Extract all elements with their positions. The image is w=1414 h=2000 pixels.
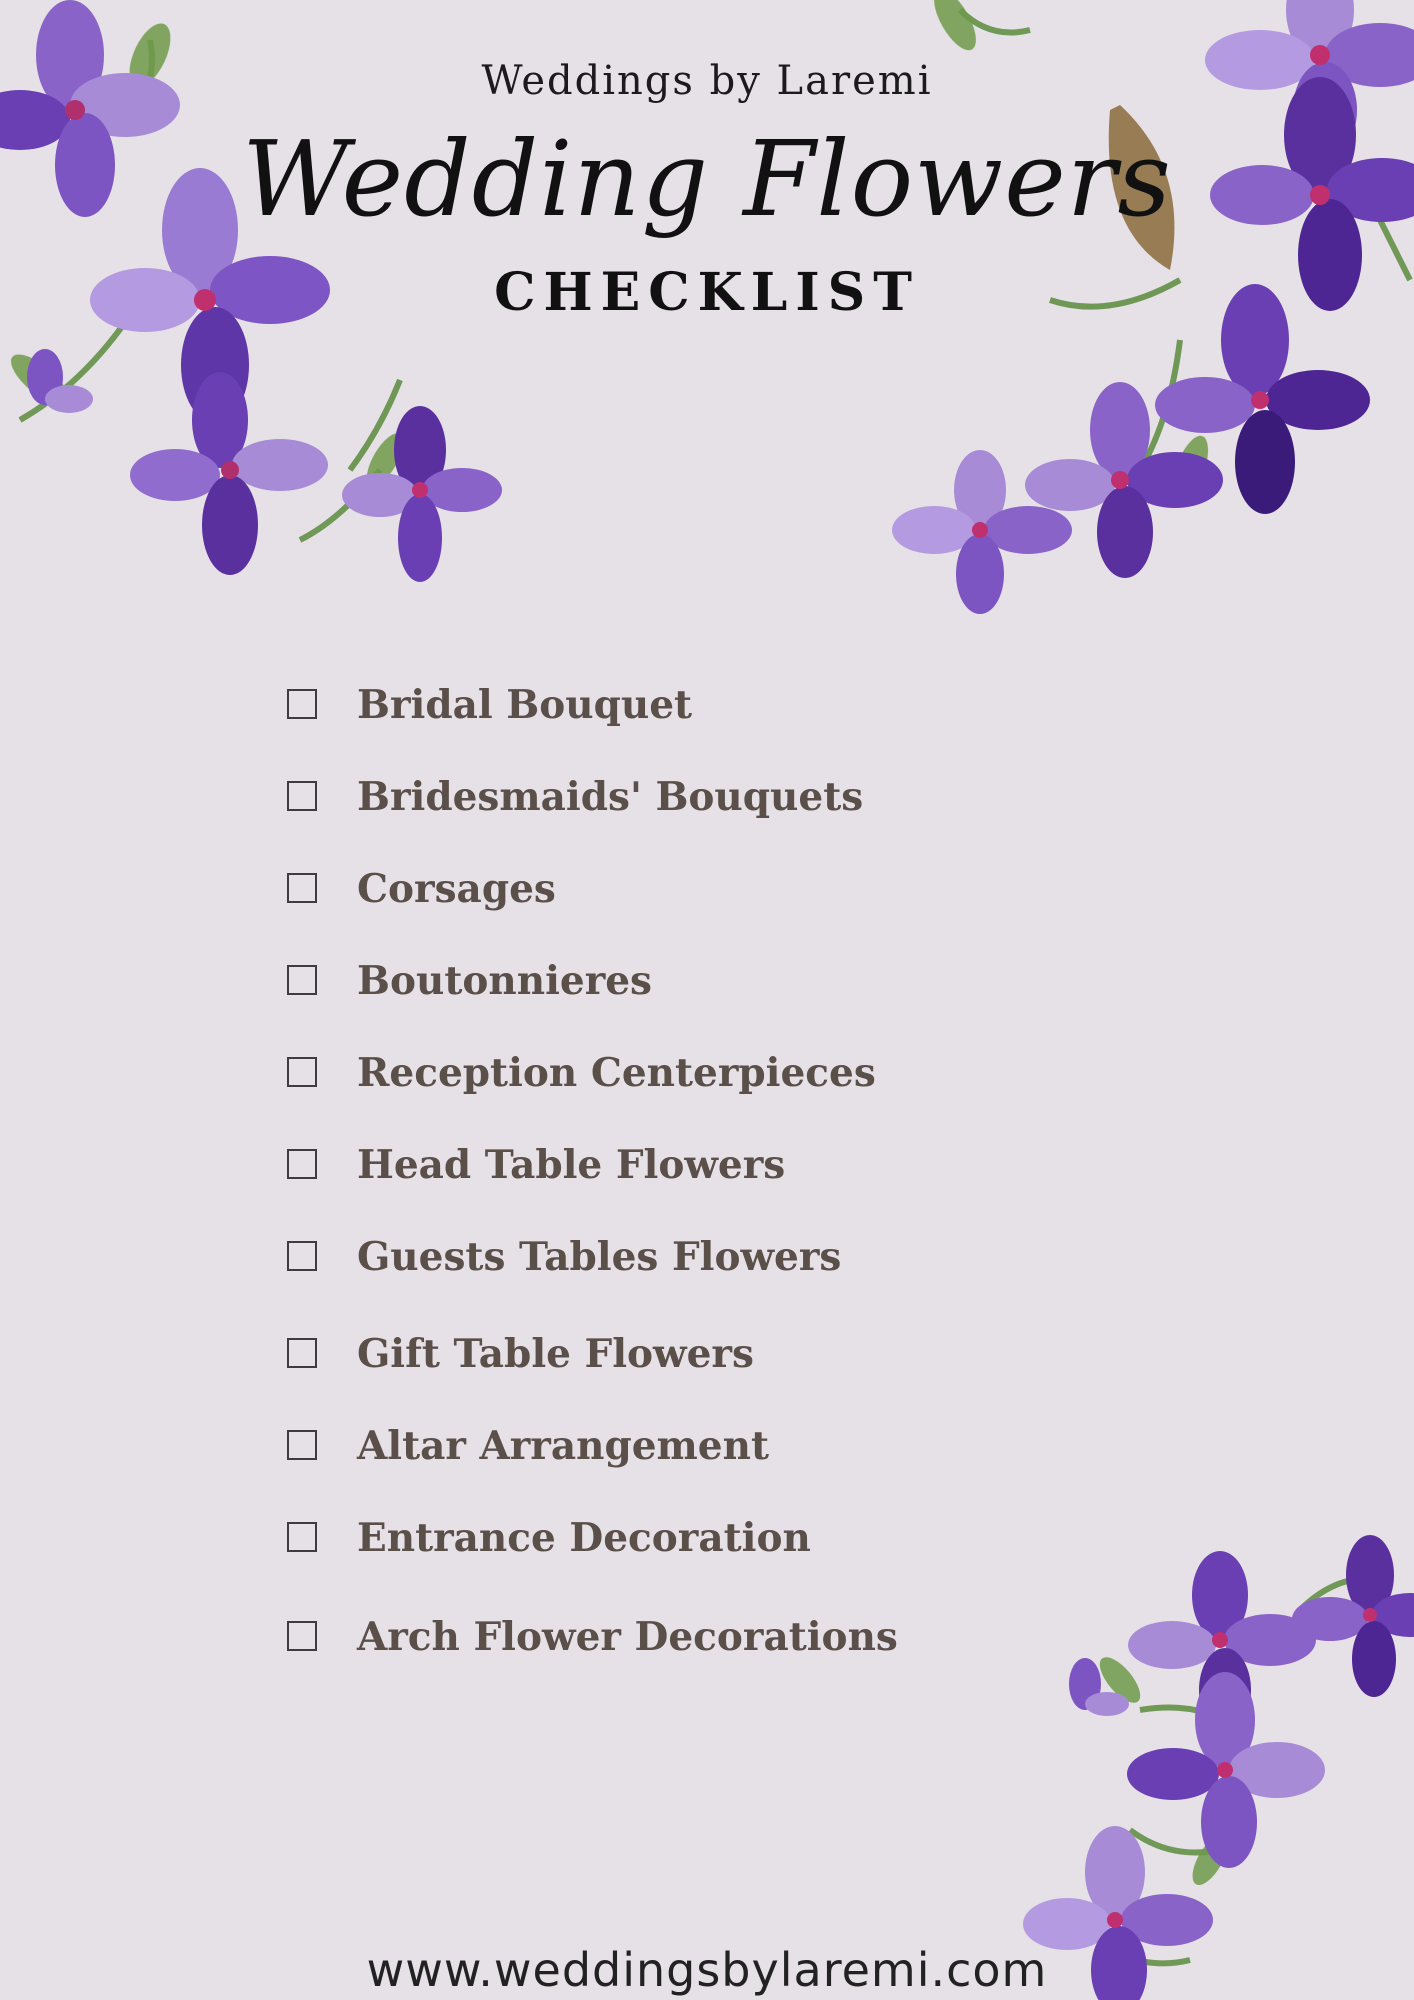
flower-checklist xyxy=(287,680,1087,1704)
checklist-item xyxy=(287,1612,1087,1704)
checkbox[interactable] xyxy=(287,1430,317,1460)
checkbox[interactable] xyxy=(287,1149,317,1179)
checklist-item-label: Gift Table Flowers xyxy=(357,1331,754,1377)
checkbox[interactable] xyxy=(287,781,317,811)
checklist-item-label: Guests Tables Flowers xyxy=(357,1234,842,1280)
checklist-item-label: Arch Flower Decorations xyxy=(357,1614,898,1660)
checklist-item xyxy=(287,1513,1087,1605)
checklist-item-label: Altar Arrangement xyxy=(357,1423,769,1469)
checklist-item-label: Corsages xyxy=(357,866,556,912)
checkbox[interactable] xyxy=(287,1338,317,1368)
checkbox[interactable] xyxy=(287,1621,317,1651)
checklist-item-label: Reception Centerpieces xyxy=(357,1050,876,1096)
checkbox[interactable] xyxy=(287,1241,317,1271)
brand-name: Weddings by Laremi xyxy=(481,58,933,104)
checkbox[interactable] xyxy=(287,1522,317,1552)
checkbox[interactable] xyxy=(287,689,317,719)
checkbox[interactable] xyxy=(287,873,317,903)
checkbox[interactable] xyxy=(287,1057,317,1087)
checklist-item xyxy=(287,680,1087,772)
checklist-item xyxy=(287,1140,1087,1232)
checklist-item xyxy=(287,864,1087,956)
website-url: www.weddingsbylaremi.com xyxy=(366,1943,1048,1997)
checklist-item xyxy=(287,1048,1087,1140)
checklist-item xyxy=(287,772,1087,864)
checklist-item-label: Bridesmaids' Bouquets xyxy=(357,774,864,820)
checkbox[interactable] xyxy=(287,965,317,995)
checklist-item-label: Head Table Flowers xyxy=(357,1142,786,1188)
checklist-item xyxy=(287,956,1087,1048)
page-subtitle: CHECKLIST xyxy=(494,262,920,323)
page-title: Wedding Flowers xyxy=(242,118,1172,240)
checklist-item xyxy=(287,1232,1087,1324)
checklist-item-label: Entrance Decoration xyxy=(357,1515,811,1561)
checklist-item xyxy=(287,1421,1087,1513)
checklist-item xyxy=(287,1329,1087,1421)
checklist-item-label: Boutonnieres xyxy=(357,958,653,1004)
checklist-item-label: Bridal Bouquet xyxy=(357,682,693,728)
